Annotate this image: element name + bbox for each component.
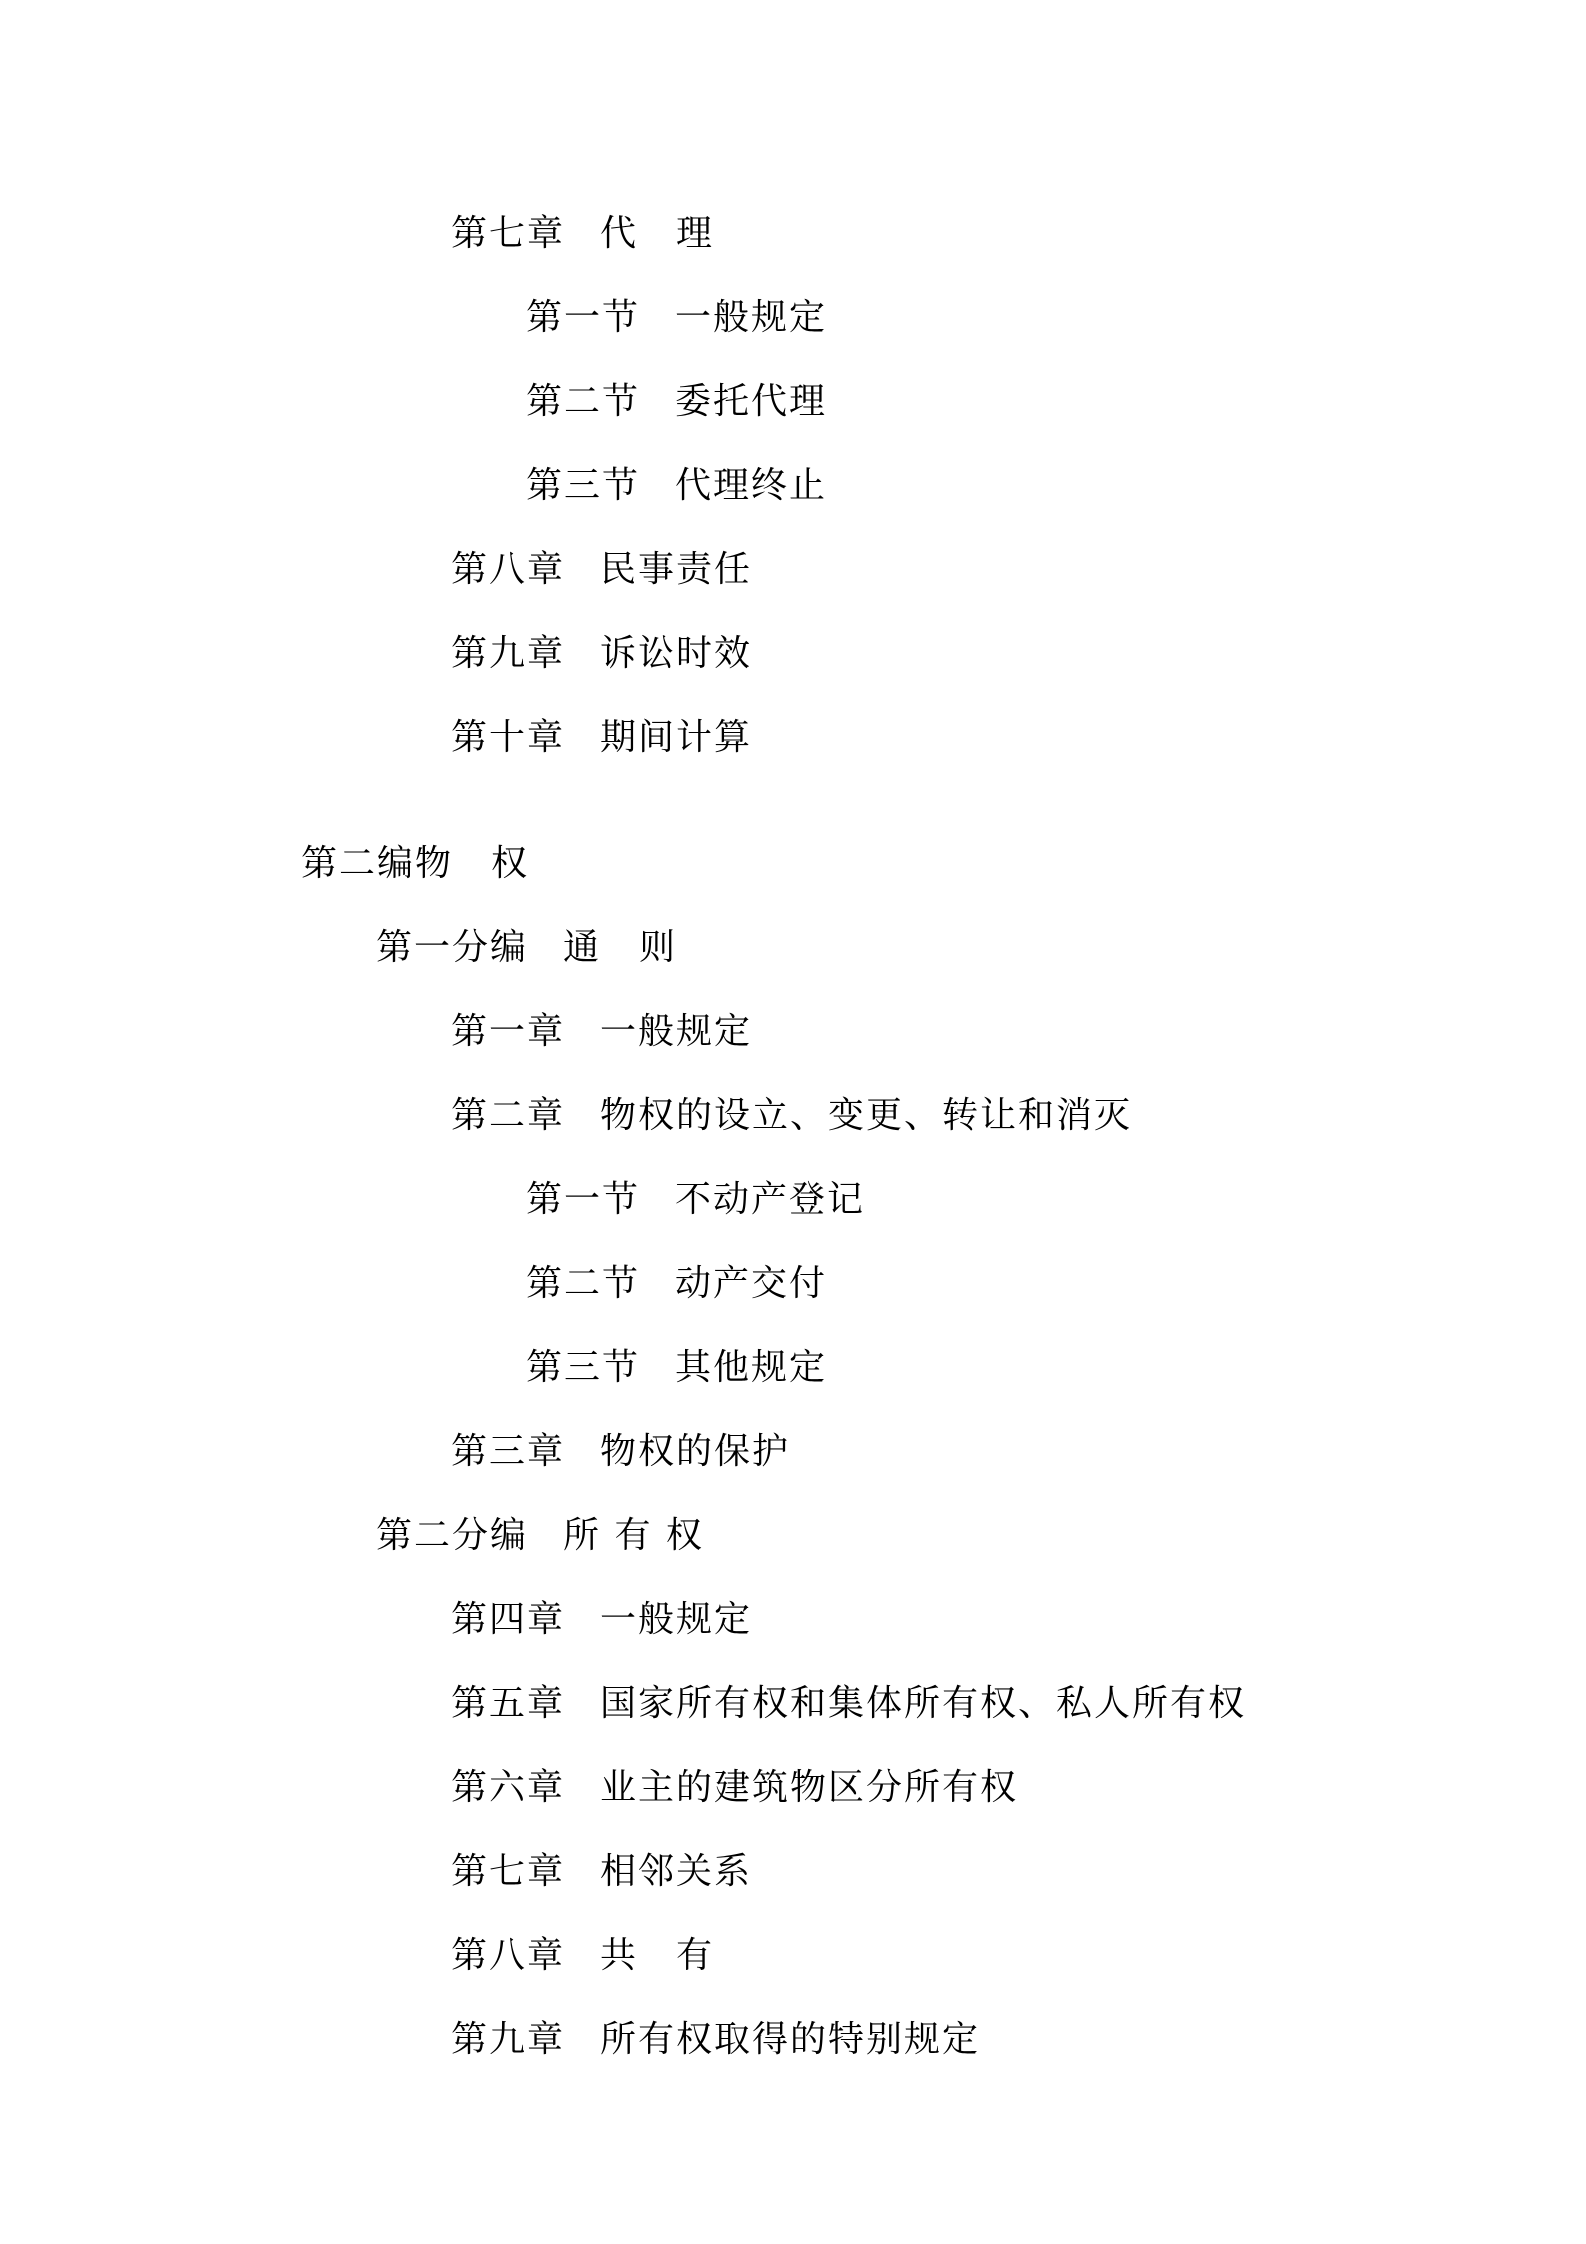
toc-entry-title: 委托代理 <box>675 381 828 422</box>
toc-section-entry <box>526 1346 827 1390</box>
toc-entry-label: 第三节 <box>526 465 641 506</box>
toc-chapter-entry <box>451 1682 1246 1726</box>
toc-entry-label: 第七章 <box>451 213 566 254</box>
toc-entry-label: 第九章 <box>451 2019 566 2060</box>
toc-chapter-entry <box>451 1010 752 1054</box>
toc-entry-label: 第九章 <box>451 633 566 674</box>
toc-section-entry <box>526 1178 865 1222</box>
toc-section-entry <box>526 380 827 424</box>
toc-entry-title: 通 则 <box>563 927 678 968</box>
toc-entry-title: 一般规定 <box>600 1599 753 1640</box>
toc-entry-label: 第六章 <box>451 1767 566 1808</box>
toc-entry-label: 第一分编 <box>376 927 529 968</box>
toc-entry-label: 第三节 <box>526 1347 641 1388</box>
toc-entry-title: 共 有 <box>600 1935 715 1976</box>
toc-entry-label: 第八章 <box>451 1935 566 1976</box>
toc-entry-title: 相邻关系 <box>600 1851 753 1892</box>
toc-section-entry <box>526 464 827 508</box>
toc-entry-label: 第一章 <box>451 1011 566 1052</box>
toc-entry-title: 所有权取得的特别规定 <box>600 2019 981 2060</box>
toc-entry-label: 第七章 <box>451 1851 566 1892</box>
toc-entry-title: 物权的保护 <box>600 1431 791 1472</box>
toc-chapter-entry <box>451 212 714 256</box>
toc-entry-label: 第二章 <box>451 1095 566 1136</box>
toc-subpart-entry <box>376 926 677 970</box>
toc-entry-title: 物 权 <box>415 843 530 884</box>
toc-entry-label: 第二节 <box>526 1263 641 1304</box>
toc-subpart-entry <box>376 1514 704 1558</box>
toc-entry-title: 期间计算 <box>600 717 753 758</box>
toc-entry-title: 所 有 权 <box>563 1515 704 1556</box>
toc-entry-title: 代理终止 <box>675 465 828 506</box>
toc-entry-title: 动产交付 <box>675 1263 828 1304</box>
toc-entry-label: 第二分编 <box>376 1515 529 1556</box>
toc-entry-title: 代 理 <box>600 213 715 254</box>
toc-entry-title: 业主的建筑物区分所有权 <box>600 1767 1019 1808</box>
toc-chapter-entry <box>451 1430 790 1474</box>
toc-entry-label: 第三章 <box>451 1431 566 1472</box>
toc-entry-title: 民事责任 <box>600 549 753 590</box>
toc-chapter-entry <box>451 1094 1132 1138</box>
toc-entry-label: 第八章 <box>451 549 566 590</box>
toc-chapter-entry <box>451 1850 752 1894</box>
toc-entry-label: 第二编 <box>301 843 416 884</box>
toc-entry-title: 一般规定 <box>600 1011 753 1052</box>
toc-chapter-entry <box>451 716 752 760</box>
toc-entry-title: 不动产登记 <box>675 1179 866 1220</box>
toc-entry-label: 第五章 <box>451 1683 566 1724</box>
toc-entry-label: 第四章 <box>451 1599 566 1640</box>
toc-chapter-entry <box>451 548 752 592</box>
toc-entry-label: 第一节 <box>526 297 641 338</box>
toc-entry-title: 物权的设立、变更、转让和消灭 <box>600 1095 1133 1136</box>
toc-entry-label: 第一节 <box>526 1179 641 1220</box>
toc-chapter-entry <box>451 1598 752 1642</box>
toc-entry-label: 第十章 <box>451 717 566 758</box>
toc-chapter-entry <box>451 1934 714 1978</box>
toc-part-entry <box>301 842 529 886</box>
toc-entry-title: 一般规定 <box>675 297 828 338</box>
toc-chapter-entry <box>451 632 752 676</box>
toc-chapter-entry <box>451 1766 1018 1810</box>
toc-entry-title: 诉讼时效 <box>600 633 753 674</box>
toc-chapter-entry <box>451 2018 980 2062</box>
toc-entry-label: 第二节 <box>526 381 641 422</box>
toc-section-entry <box>526 296 827 340</box>
toc-section-entry <box>526 1262 827 1306</box>
toc-entry-title: 其他规定 <box>675 1347 828 1388</box>
toc-entry-title: 国家所有权和集体所有权、私人所有权 <box>600 1683 1247 1724</box>
